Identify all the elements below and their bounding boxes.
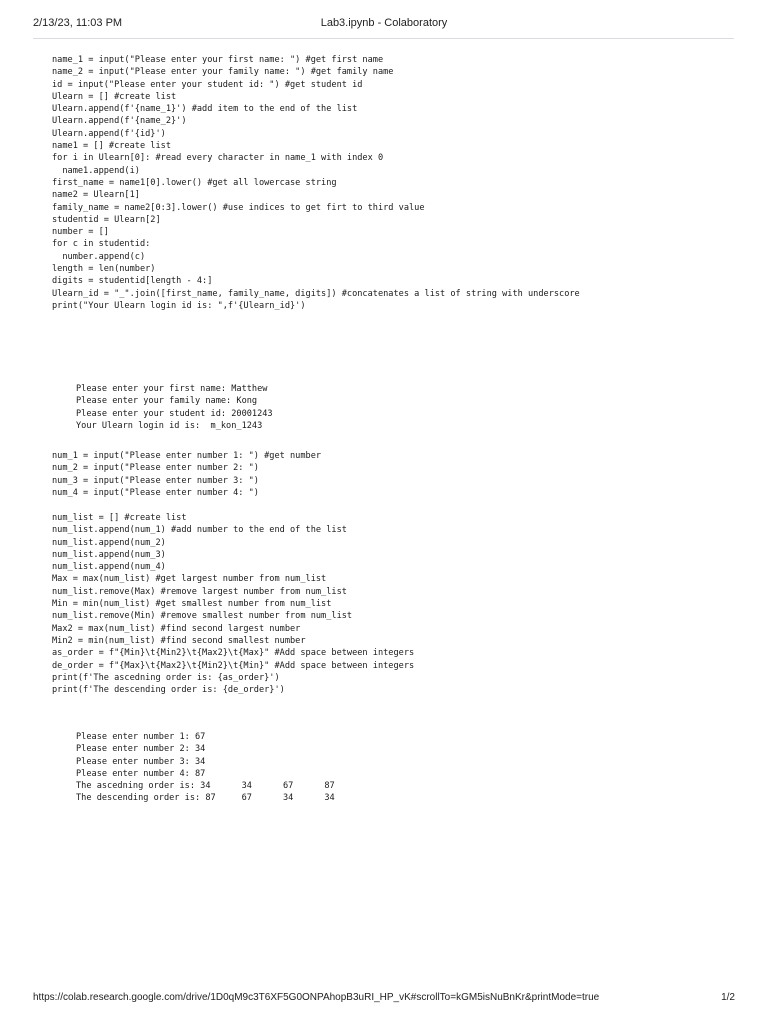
code-line: de_order = f"{Max}\t{Max2}\t{Min2}\t{Min}" #Add space between integers: [52, 660, 415, 671]
print-datetime: 2/13/23, 11:03 PM: [33, 17, 123, 29]
code-line: studentid = Ulearn[2]: [52, 214, 161, 225]
code-line: print(f'The descending order is: {de_order}'): [52, 685, 285, 696]
code-line: Max = max(num_list) #get largest number from num_list: [52, 574, 327, 585]
output-line: Please enter number 4: 87: [76, 768, 206, 779]
code-line: number.append(c): [52, 251, 146, 262]
code-line: Ulearn_id = "_".join([first_name, family_name, digits]) #concatenates a list of string with underscore: [52, 288, 580, 299]
output-cell-login-id: [76, 383, 273, 432]
code-line: first_name = name1[0].lower() #get all lowercase string: [52, 177, 337, 188]
code-line: num_list.append(num_4): [52, 562, 166, 573]
code-line: num_2 = input("Please enter number 2: "): [52, 463, 259, 474]
code-line: num_1 = input("Please enter number 1: ") #get number: [52, 451, 322, 461]
code-line: num_4 = input("Please enter number 4: "): [52, 487, 259, 498]
output-line: Please enter your student id: 20001243: [76, 408, 273, 419]
output-cell-sorting: [76, 731, 335, 805]
header-divider: [33, 38, 734, 39]
output-line: Please enter number 3: 34: [76, 756, 206, 767]
code-line: number = []: [52, 227, 109, 238]
code-line: num_list.append(num_2): [52, 537, 166, 548]
page-number: 1/2: [721, 992, 735, 1003]
output-line: Please enter your first name: Matthew: [76, 384, 268, 394]
code-line: Ulearn.append(f'{name_1}') #add item to the end of the list: [52, 104, 358, 115]
code-line: for c in studentid:: [52, 239, 151, 250]
code-line: print("Your Ulearn login id is: ",f'{Ulearn_id}'): [52, 300, 306, 311]
code-line: Ulearn.append(f'{id}'): [52, 128, 166, 139]
code-line: Ulearn.append(f'{name_2}'): [52, 116, 187, 127]
code-line: print(f'The ascedning order is: {as_order}'): [52, 672, 280, 683]
output-line: The descending order is: 87 67 34 34: [76, 793, 335, 804]
code-line: family_name = name2[0:3].lower() #use indices to get firt to third value: [52, 202, 425, 213]
code-line: name_1 = input("Please enter your first name: ") #get first name: [52, 55, 384, 65]
output-line: Your Ulearn login id is: m_kon_1243: [76, 420, 263, 431]
code-cell-number-inputs[interactable]: [52, 450, 321, 499]
code-line: num_list = [] #create list: [52, 513, 187, 523]
code-line: num_list.append(num_1) #add number to the end of the list: [52, 525, 347, 536]
output-line: The ascedning order is: 34 34 67 87: [76, 781, 335, 792]
print-footer-url: https://colab.research.google.com/drive/1D0qM9c3T6XF5G0ONPAhopB3uRI_HP_vK#scrollTo=kGM5isNuBnKr&printMode=true: [33, 992, 600, 1003]
code-line: length = len(number): [52, 264, 156, 275]
page-title: Lab3.ipynb - Colaboratory: [320, 17, 448, 29]
code-line: num_list.remove(Max) #remove largest number from num_list: [52, 586, 347, 597]
code-line: Ulearn = [] #create list: [52, 91, 177, 102]
code-line: name2 = Ulearn[1]: [52, 190, 140, 201]
output-line: Please enter number 1: 67: [76, 732, 206, 742]
code-line: digits = studentid[length - 4:]: [52, 276, 213, 287]
code-line: for i in Ulearn[0]: #read every character in name_1 with index 0: [52, 153, 384, 164]
output-line: Please enter your family name: Kong: [76, 396, 258, 407]
code-line: name_2 = input("Please enter your family name: ") #get family name: [52, 67, 394, 78]
code-line: num_list.remove(Min) #remove smallest number from num_list: [52, 611, 353, 622]
output-line: Please enter number 2: 34: [76, 744, 206, 755]
code-cell-login-id[interactable]: [52, 54, 580, 312]
code-line: Max2 = max(num_list) #find second largest number: [52, 623, 301, 634]
code-line: name1.append(i): [52, 165, 140, 176]
code-cell-sorting[interactable]: [52, 512, 414, 696]
code-line: id = input("Please enter your student id: ") #get student id: [52, 79, 363, 90]
code-line: num_list.append(num_3): [52, 549, 166, 560]
code-line: Min = min(num_list) #get smallest number from num_list: [52, 599, 332, 610]
code-line: as_order = f"{Min}\t{Min2}\t{Max2}\t{Max}" #Add space between integers: [52, 648, 415, 659]
code-line: name1 = [] #create list: [52, 141, 171, 152]
code-line: num_3 = input("Please enter number 3: "): [52, 475, 259, 486]
code-line: Min2 = min(num_list) #find second smallest number: [52, 635, 306, 646]
